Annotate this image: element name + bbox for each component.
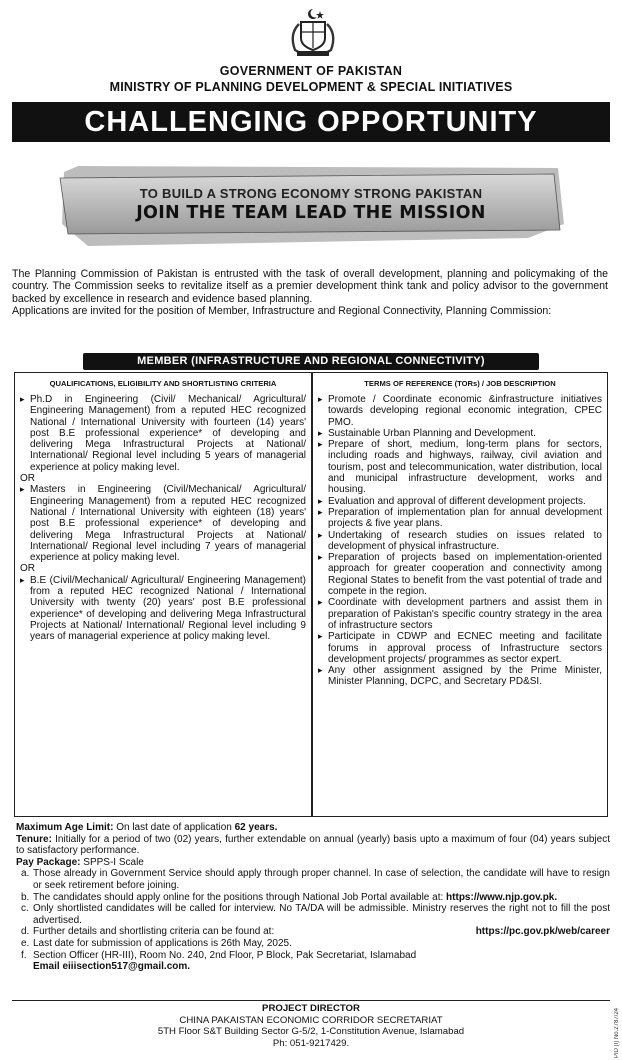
qualification-item: ▸ Ph.D in Engineering (Civil/ Mechanical/ Agricultural/ Engineering Management) from a reputed HEC recognized National / International University with fourteen (14) years' post B.E professional experience* of developing and delivering Mega Infrastructural Projects at National/ International/ Regional level including 5 years of managerial experience at policy making level. bbox=[20, 394, 306, 473]
pid-code: PID (I) No.2787/24 bbox=[614, 1008, 620, 1059]
pay-label: Pay Package: bbox=[16, 856, 81, 868]
tenure-label: Tenure: bbox=[16, 833, 52, 845]
position-title: MEMBER (INFRASTRUCTURE AND REGIONAL CONNECTIVITY) bbox=[83, 353, 539, 370]
terms-section bbox=[16, 822, 610, 973]
tor-item: ▸ Coordinate with development partners and assist them in preparation of Pakistan's specific country strategy in the area of infrastructure sectors bbox=[318, 597, 602, 631]
note-item: b. The candidates should apply online for the positions through National Job Portal available at: https://www.njp.gov.pk. bbox=[21, 891, 558, 903]
tors-column bbox=[313, 373, 607, 816]
slogan-line-2: JOIN THE TEAM LEAD THE MISSION bbox=[136, 203, 486, 223]
note-item: c. Only shortlisted candidates will be called for interview. No TA/DA will be admissible. Ministry reserves the right not to fill the post advertised. bbox=[21, 903, 610, 926]
footer-address: 5TH Floor S&T Building Sector G-5/2, 1-Constitution Avenue, Islamabad bbox=[157, 1026, 465, 1038]
headline-banner: CHALLENGING OPPORTUNITY bbox=[12, 102, 610, 142]
pay-package bbox=[16, 857, 610, 869]
ministry-title: MINISTRY OF PLANNING DEVELOPMENT & SPECIAL INITIATIVES bbox=[109, 80, 513, 94]
footer-phone: Ph: 051-9217429. bbox=[272, 1037, 350, 1049]
note-item: f. Section Officer (HR-III), Room No. 240, 2nd Floor, P Block, Pak Secretariat, Islamabad Email eiiisection517@gmail.com. bbox=[21, 949, 417, 973]
notes-list bbox=[16, 868, 610, 972]
intro-paragraph: The Planning Commission of Pakistan is entrusted with the task of overall development, planning and policymaking of the country. The Commission seeks to revitalize itself as a premier development think tank and policy advisor to the government backed by excellence in research and evidence based planning. bbox=[12, 268, 608, 305]
age-text: On last date of application bbox=[116, 822, 232, 833]
government-title: GOVERNMENT OF PAKISTAN bbox=[219, 64, 403, 78]
tenure bbox=[16, 834, 610, 857]
age-limit bbox=[16, 822, 610, 834]
note-item: d. Further details and shortlisting criteria can be found at: https://pc.gov.pk/web/career bbox=[21, 926, 610, 938]
tor-item: ▸ Prepare of short, medium, long-term plans for sectors, including roads and highways, railway, civil aviation and tourism, post and telecommunication, water distribution, local and municipal infrastructure development, works and housing. bbox=[318, 439, 602, 495]
tor-item: ▸ Participate in CDWP and ECNEC meeting and facilitate forums in approval process of Infrastructure sectors development projects/ programmes as sector expert. bbox=[318, 631, 602, 665]
tor-item: ▸ Undertaking of research studies on issues related to development of physical infrastructure. bbox=[318, 530, 602, 553]
tor-item: ▸ Sustainable Urban Planning and Development. bbox=[318, 428, 602, 439]
slogan-line-1: TO BUILD A STRONG ECONOMY STRONG PAKISTAN bbox=[139, 186, 483, 201]
footer-divider bbox=[12, 1000, 610, 1001]
or-separator: OR bbox=[20, 473, 35, 485]
tor-item: ▸ Evaluation and approval of different development projects. bbox=[318, 496, 602, 507]
intro-invitation: Applications are invited for the position of Member, Infrastructure and Regional Connectivity, Planning Commission: bbox=[12, 305, 552, 318]
qualifications-column bbox=[15, 373, 313, 816]
footer bbox=[0, 1003, 622, 1049]
tor-item: ▸ Preparation of projects based on implementation-oriented approach for greater cooperation and connectivity among Regional States to benefit from the vast potential of trade and compete in the region. bbox=[318, 552, 602, 597]
pay-value: SPPS-I Scale bbox=[83, 856, 144, 868]
njp-link[interactable]: https://www.njp.gov.pk. bbox=[446, 891, 558, 903]
or-separator: OR bbox=[20, 563, 35, 575]
requirements-table bbox=[14, 372, 608, 817]
qualification-item: ▸ B.E (Civil/Mechanical/ Agricultural/ Engineering Management) from a reputed HEC recognized National / International University with twenty (20) years' post B.E professional experience* of developing and delivering Mega Infrastructural Projects at National/ International/ Regional level including 9 years of managerial experience at policy making level. bbox=[20, 575, 306, 643]
tors-heading: TERMS OF REFERENCE (TORs) / JOB DESCRIPTION bbox=[364, 379, 556, 388]
age-value: 62 years. bbox=[234, 822, 278, 833]
age-label: Maximum Age Limit: bbox=[16, 822, 114, 833]
contact-email[interactable]: Email eiiisection517@gmail.com. bbox=[33, 961, 191, 973]
tor-item: ▸ Any other assignment assigned by the Prime Minister, Minister Planning, DCPC, and Secretary PD&SI. bbox=[318, 665, 602, 688]
qualifications-heading: QUALIFICATIONS, ELIGIBILITY AND SHORTLISTING CRITERIA bbox=[49, 379, 277, 388]
footer-org: CHINA PAKAISTAN ECONOMIC CORRIDOR SECRETARIAT bbox=[179, 1014, 443, 1026]
intro-text bbox=[12, 268, 608, 318]
tenure-text: Initially for a period of two (02) years, further extendable on annual (yearly) basis upto a maximum of four (04) years subject to satisfactory performance. bbox=[16, 833, 610, 857]
state-emblem-icon bbox=[283, 6, 343, 58]
note-item: e. Last date for submission of applications is 26th May, 2025. bbox=[21, 937, 292, 949]
career-link[interactable]: https://pc.gov.pk/web/career bbox=[475, 926, 610, 938]
tor-item: ▸ Promote / Coordinate economic &infrastructure initiatives towards developing regional economic integration, CPEC PMO. bbox=[318, 394, 602, 428]
note-item: a. Those already in Government Service should apply through proper channel. In case of selection, the candidate will have to resign or seek retirement before joining. bbox=[21, 868, 610, 891]
qualification-item: ▸ Masters in Engineering (Civil/Mechanical/ Agricultural/ Engineering Management) from a reputed HEC recognized National / International University with eighteen (18) years' post B.E professional experience* of developing and delivering Mega Infrastructural Projects at National/ International/ Regional level including 7 years of managerial experience at policy making level. bbox=[20, 484, 306, 563]
footer-title: PROJECT DIRECTOR bbox=[262, 1003, 360, 1014]
tor-item: ▸ Preparation of implementation plan for annual development projects & five year plans. bbox=[318, 507, 602, 530]
